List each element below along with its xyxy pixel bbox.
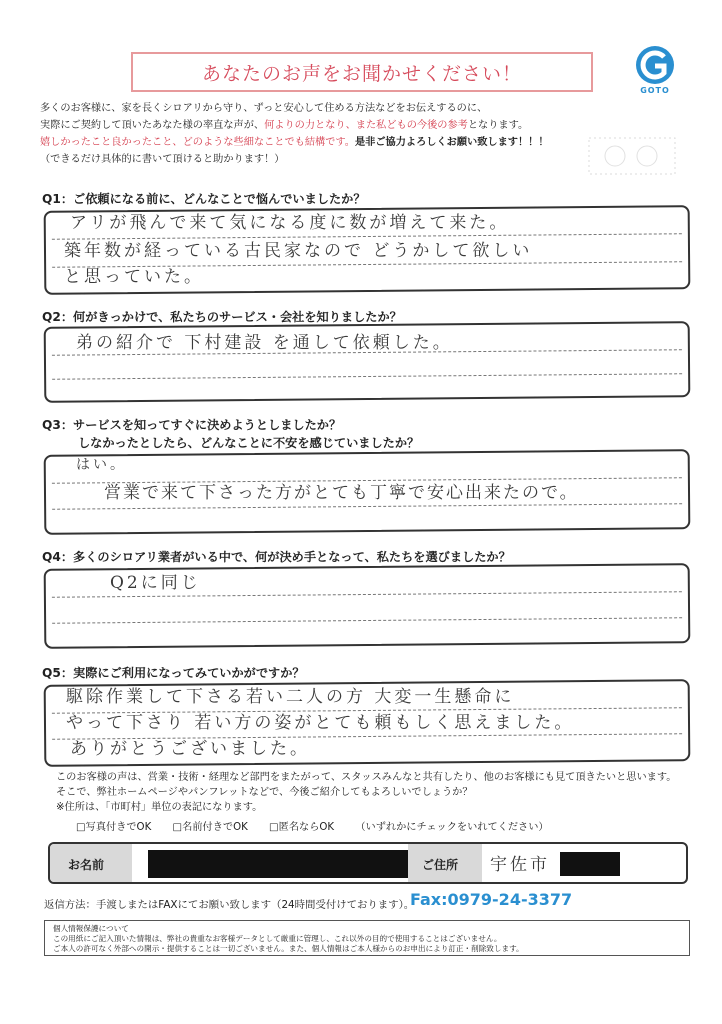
question-5: Q5：実際にご利用になってみていかがですか？ xyxy=(42,666,305,680)
answer-1-line-2: 築年数が経っている古民家なので どうかして欲しい xyxy=(64,241,533,261)
address-redaction xyxy=(560,852,620,876)
answer-4-line-1: Q2に同じ xyxy=(110,573,201,593)
answer-3-line-1: はい。 xyxy=(76,457,127,473)
address-value: 宇佐市 xyxy=(490,855,550,875)
form-title: あなたのお声をお聞かせください！ xyxy=(201,62,522,85)
name-label: お名前 xyxy=(68,858,105,872)
address-label: ご住所 xyxy=(422,858,459,872)
permission-options xyxy=(76,818,567,833)
question-4: Q4：多くのシロアリ業者がいる中で、何が決め手となって、私たちを選びましたか？ xyxy=(42,550,511,564)
question-2: Q2：何がきっかけで、私たちのサービス・会社を知りましたか？ xyxy=(42,310,402,324)
form-title-box xyxy=(131,52,593,92)
privacy-line-1: この用紙にご記入頂いた情報は、弊社の貴重なお客様データとして厳重に管理し、これ以外の目的で使用することはございません。 xyxy=(53,934,502,943)
answer-1-line-3: と思っていた。 xyxy=(64,267,204,287)
intro-line-3: 嬉しかったこと良かったこと、どのような些細なことでも結構です。是非ご協力よろしくお願い致します！！！ xyxy=(40,137,549,148)
intro-line-4: （できるだけ具体的に書いて頂けると助かります！） xyxy=(40,154,285,165)
privacy-box xyxy=(44,920,690,956)
intro-line-1: 多くのお客様に、家を長くシロアリから守り、ずっと安心して住める方法などをお伝えするのに、 xyxy=(40,103,488,114)
answer-2-line-1: 弟の紹介で 下村建設 を通して依頼した。 xyxy=(76,333,453,353)
anonymous-ok-checkbox[interactable]: □匿名ならOK xyxy=(269,822,335,833)
question-3: Q3：サービスを知ってすぐに決めようとしましたか？ xyxy=(42,418,342,432)
name-redaction xyxy=(148,850,410,878)
consent-note-2: そこで、弊社ホームページやパンフレットなどで、今後ご紹介してもよろしいでしょうか？ xyxy=(56,787,473,798)
consent-note-3: ※住所は、「市町村」単位の表記になります。 xyxy=(56,802,263,813)
customer-info-row xyxy=(48,842,688,884)
return-method: 返信方法：手渡しまたはFAXにてお願い致します（24時間受付けております）。 xyxy=(44,899,415,911)
fax-number: Fax:0979-24-3377 xyxy=(410,890,573,909)
name-ok-checkbox[interactable]: □名前付きでOK xyxy=(172,822,248,833)
consent-note-1: このお客様の声は、営業・技術・経理など部門をまたがって、スタッスみんなと共有したり、他のお客様にも見て頂きたいと思います。 xyxy=(56,772,677,783)
answer-5-line-1: 駆除作業して下さる若い二人の方 大変一生懸命に xyxy=(66,687,515,707)
checkbox-hint: （いずれかにチェックをいれてください） xyxy=(355,822,549,833)
logo-text: GOTO xyxy=(640,86,670,95)
question-1: Q1：ご依頼になる前に、どんなことで悩んでいましたか？ xyxy=(42,192,366,206)
answer-5-line-3: ありがとうございました。 xyxy=(70,739,310,759)
intro-line-2: 実際にご契約して頂いたあなた様の率直な声が、何よりの力となり、また私どもの今後の参考となります。 xyxy=(40,120,529,131)
answer-5-line-2: やって下さり 若い方の姿がとても頼もしく思えました。 xyxy=(66,713,575,733)
answer-3-line-2: 営業で来て下さった方がとても丁寧で安心出来たので。 xyxy=(104,483,579,503)
intro-text xyxy=(40,100,600,168)
privacy-heading: 個人情報保護について xyxy=(53,924,129,933)
answer-1-line-1: アリが飛んで来て気になる度に数が増えて来た。 xyxy=(70,213,510,233)
question-3-sub: しなかったとしたら、どんなことに不安を感じていましたか？ xyxy=(78,436,420,450)
privacy-line-2: ご本人の許可なく外部への開示・提供することは一切ございません。また、個人情報はご本人様からのお申出により訂正・削除致します。 xyxy=(53,944,524,953)
photo-ok-checkbox[interactable]: □写真付きでOK xyxy=(76,822,152,833)
